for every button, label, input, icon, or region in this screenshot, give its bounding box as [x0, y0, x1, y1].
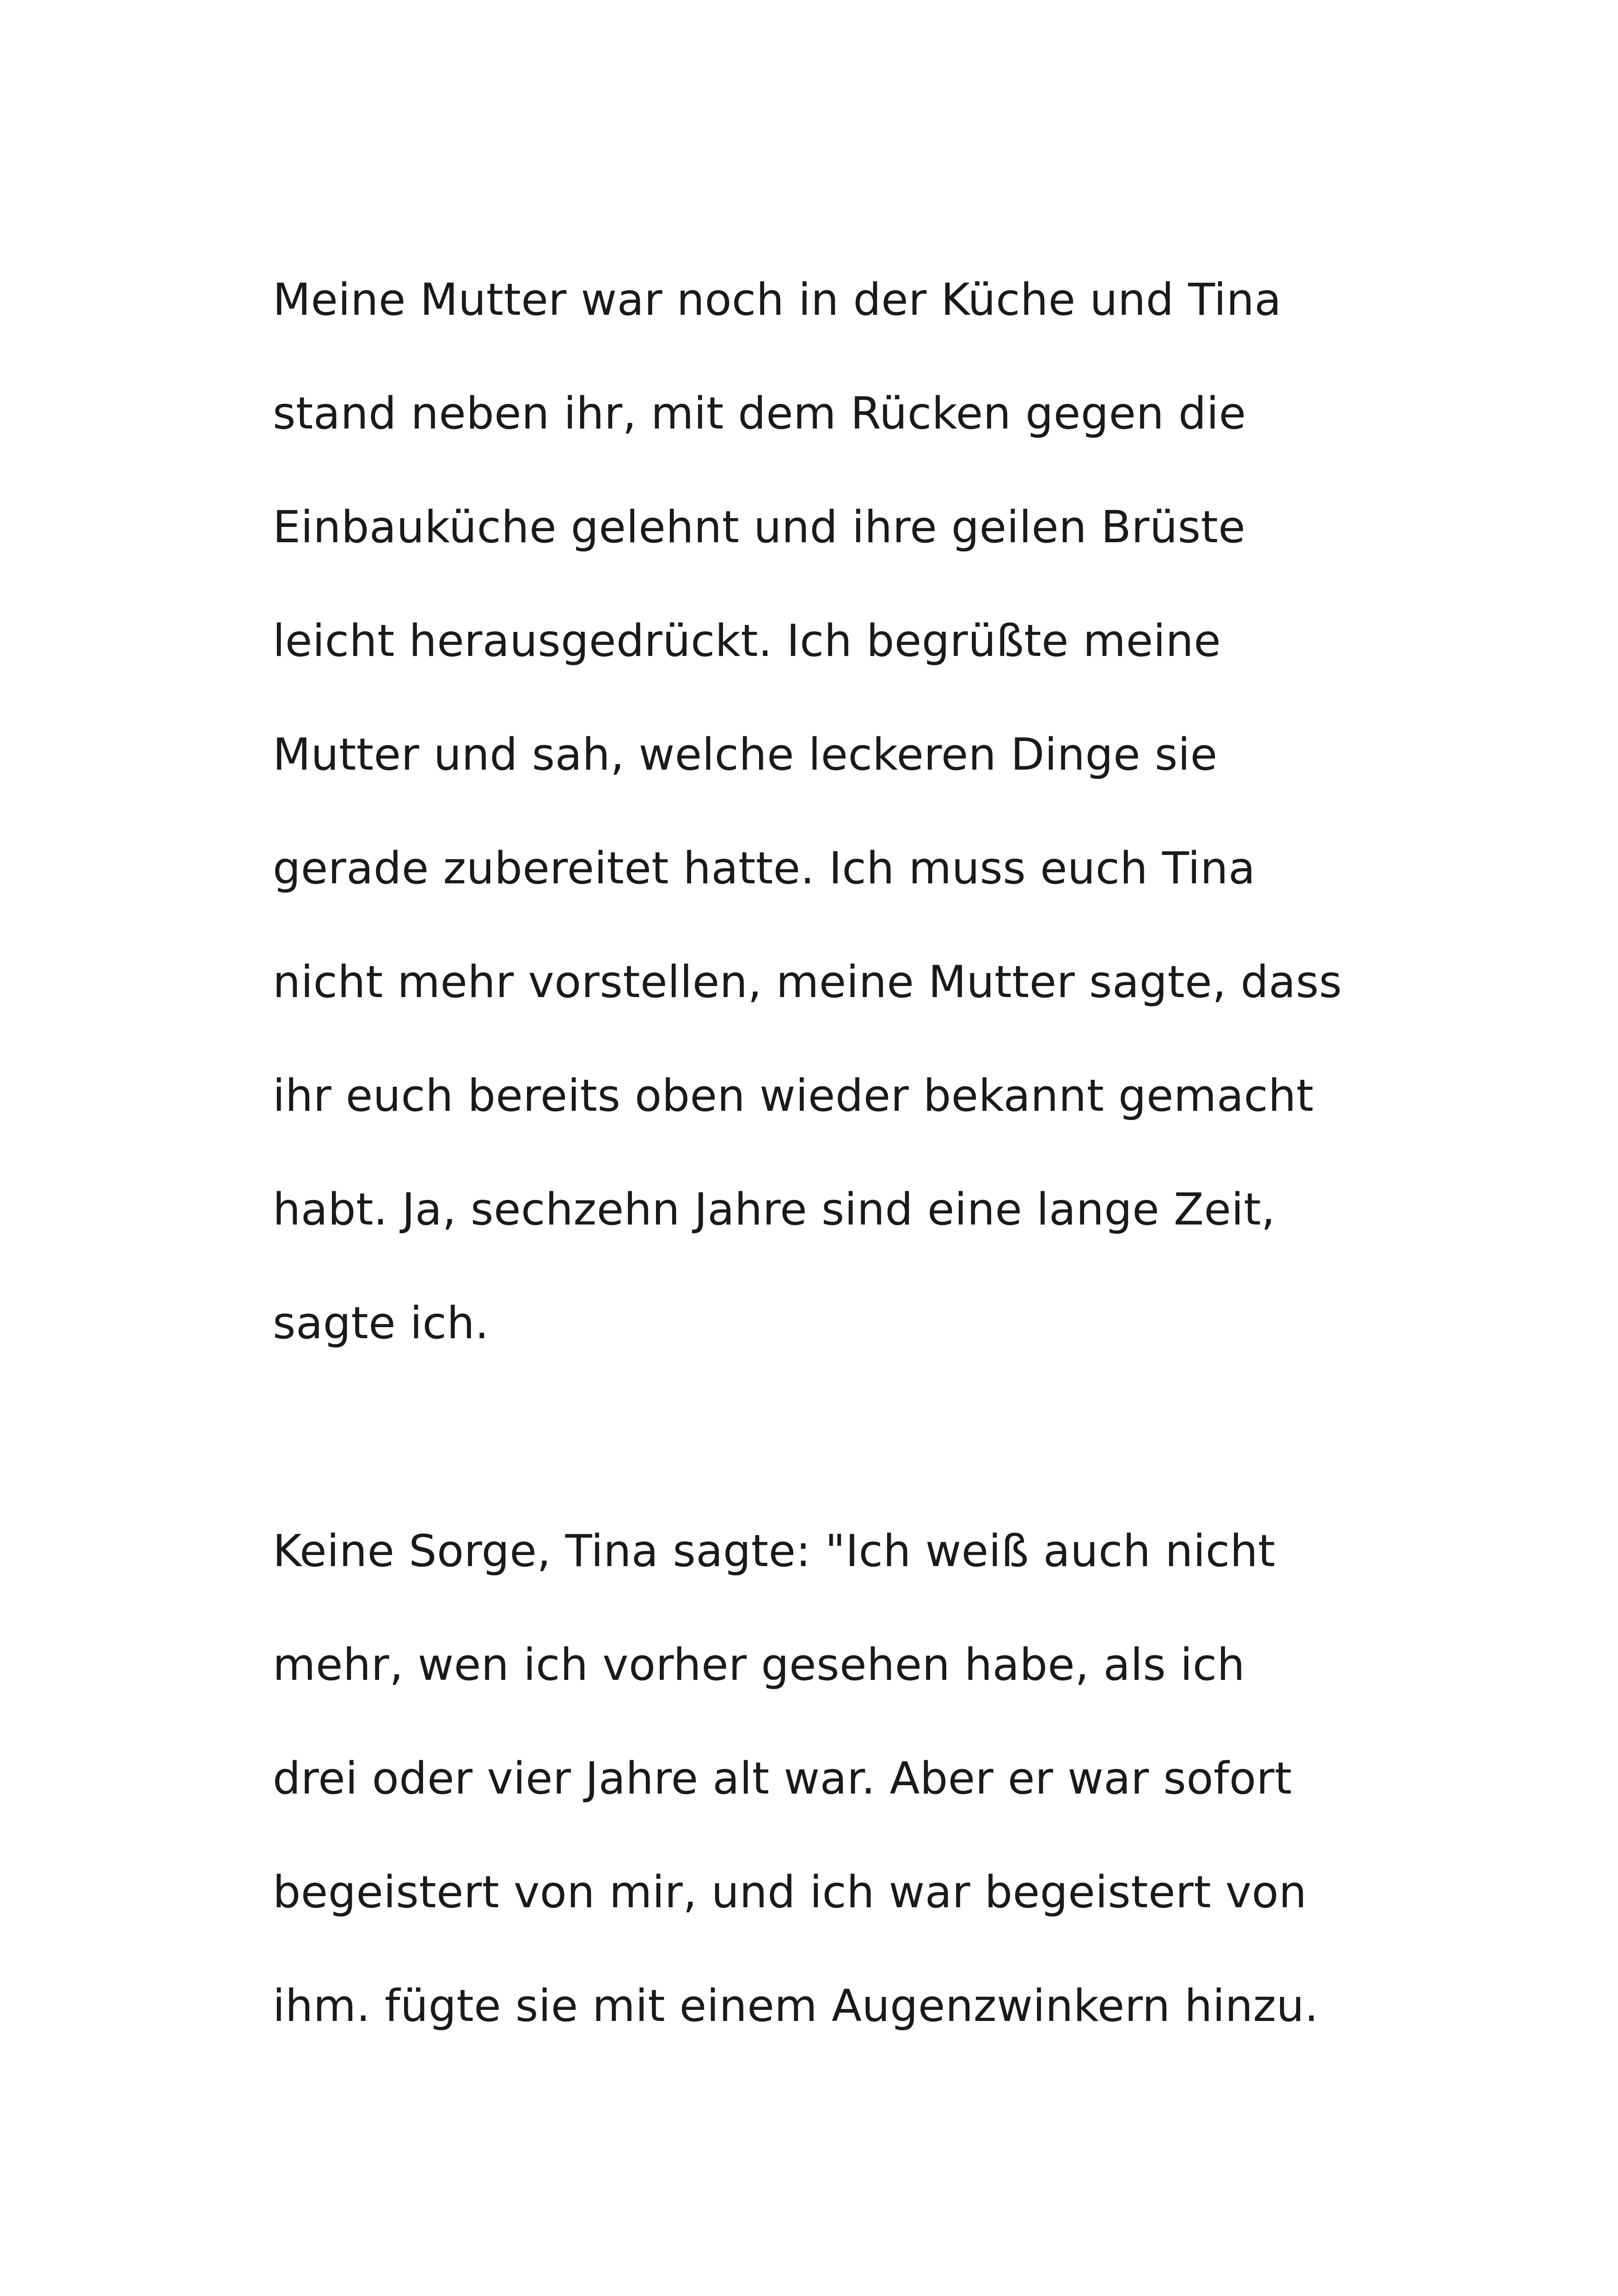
text-line: Einbauküche gelehnt und ihre geilen Brüste	[273, 502, 1246, 553]
text-line: ihr euch bereits oben wieder bekannt gemacht	[273, 1071, 1314, 1121]
text-line: Meine Mutter war noch in der Küche und Tina	[273, 275, 1282, 325]
text-line: drei oder vier Jahre alt war. Aber er war sofort	[273, 1753, 1292, 1804]
text-line: stand neben ihr, mit dem Rücken gegen die	[273, 388, 1246, 439]
text-line: sagte ich.	[273, 1298, 489, 1349]
text-line: Keine Sorge, Tina sagte: "Ich weiß auch nicht	[273, 1526, 1276, 1577]
text-line: ihm. fügte sie mit einem Augenzwinkern hinzu.	[273, 1981, 1319, 2032]
text-line: mehr, wen ich vorher gesehen habe, als ich	[273, 1640, 1245, 1690]
text-line: leicht herausgedrückt. Ich begrüßte meine	[273, 616, 1221, 667]
text-line: nicht mehr vorstellen, meine Mutter sagte, dass	[273, 957, 1342, 1008]
text-line: gerade zubereitet hatte. Ich muss euch Tina	[273, 843, 1256, 894]
paragraph-2	[273, 1517, 1382, 2085]
paragraph-1	[273, 265, 1382, 1402]
text-line: begeistert von mir, und ich war begeistert von	[273, 1867, 1307, 1918]
text-line: Mutter und sah, welche leckeren Dinge sie	[273, 729, 1218, 780]
text-line: habt. Ja, sechzehn Jahre sind eine lange Zeit,	[273, 1184, 1275, 1235]
